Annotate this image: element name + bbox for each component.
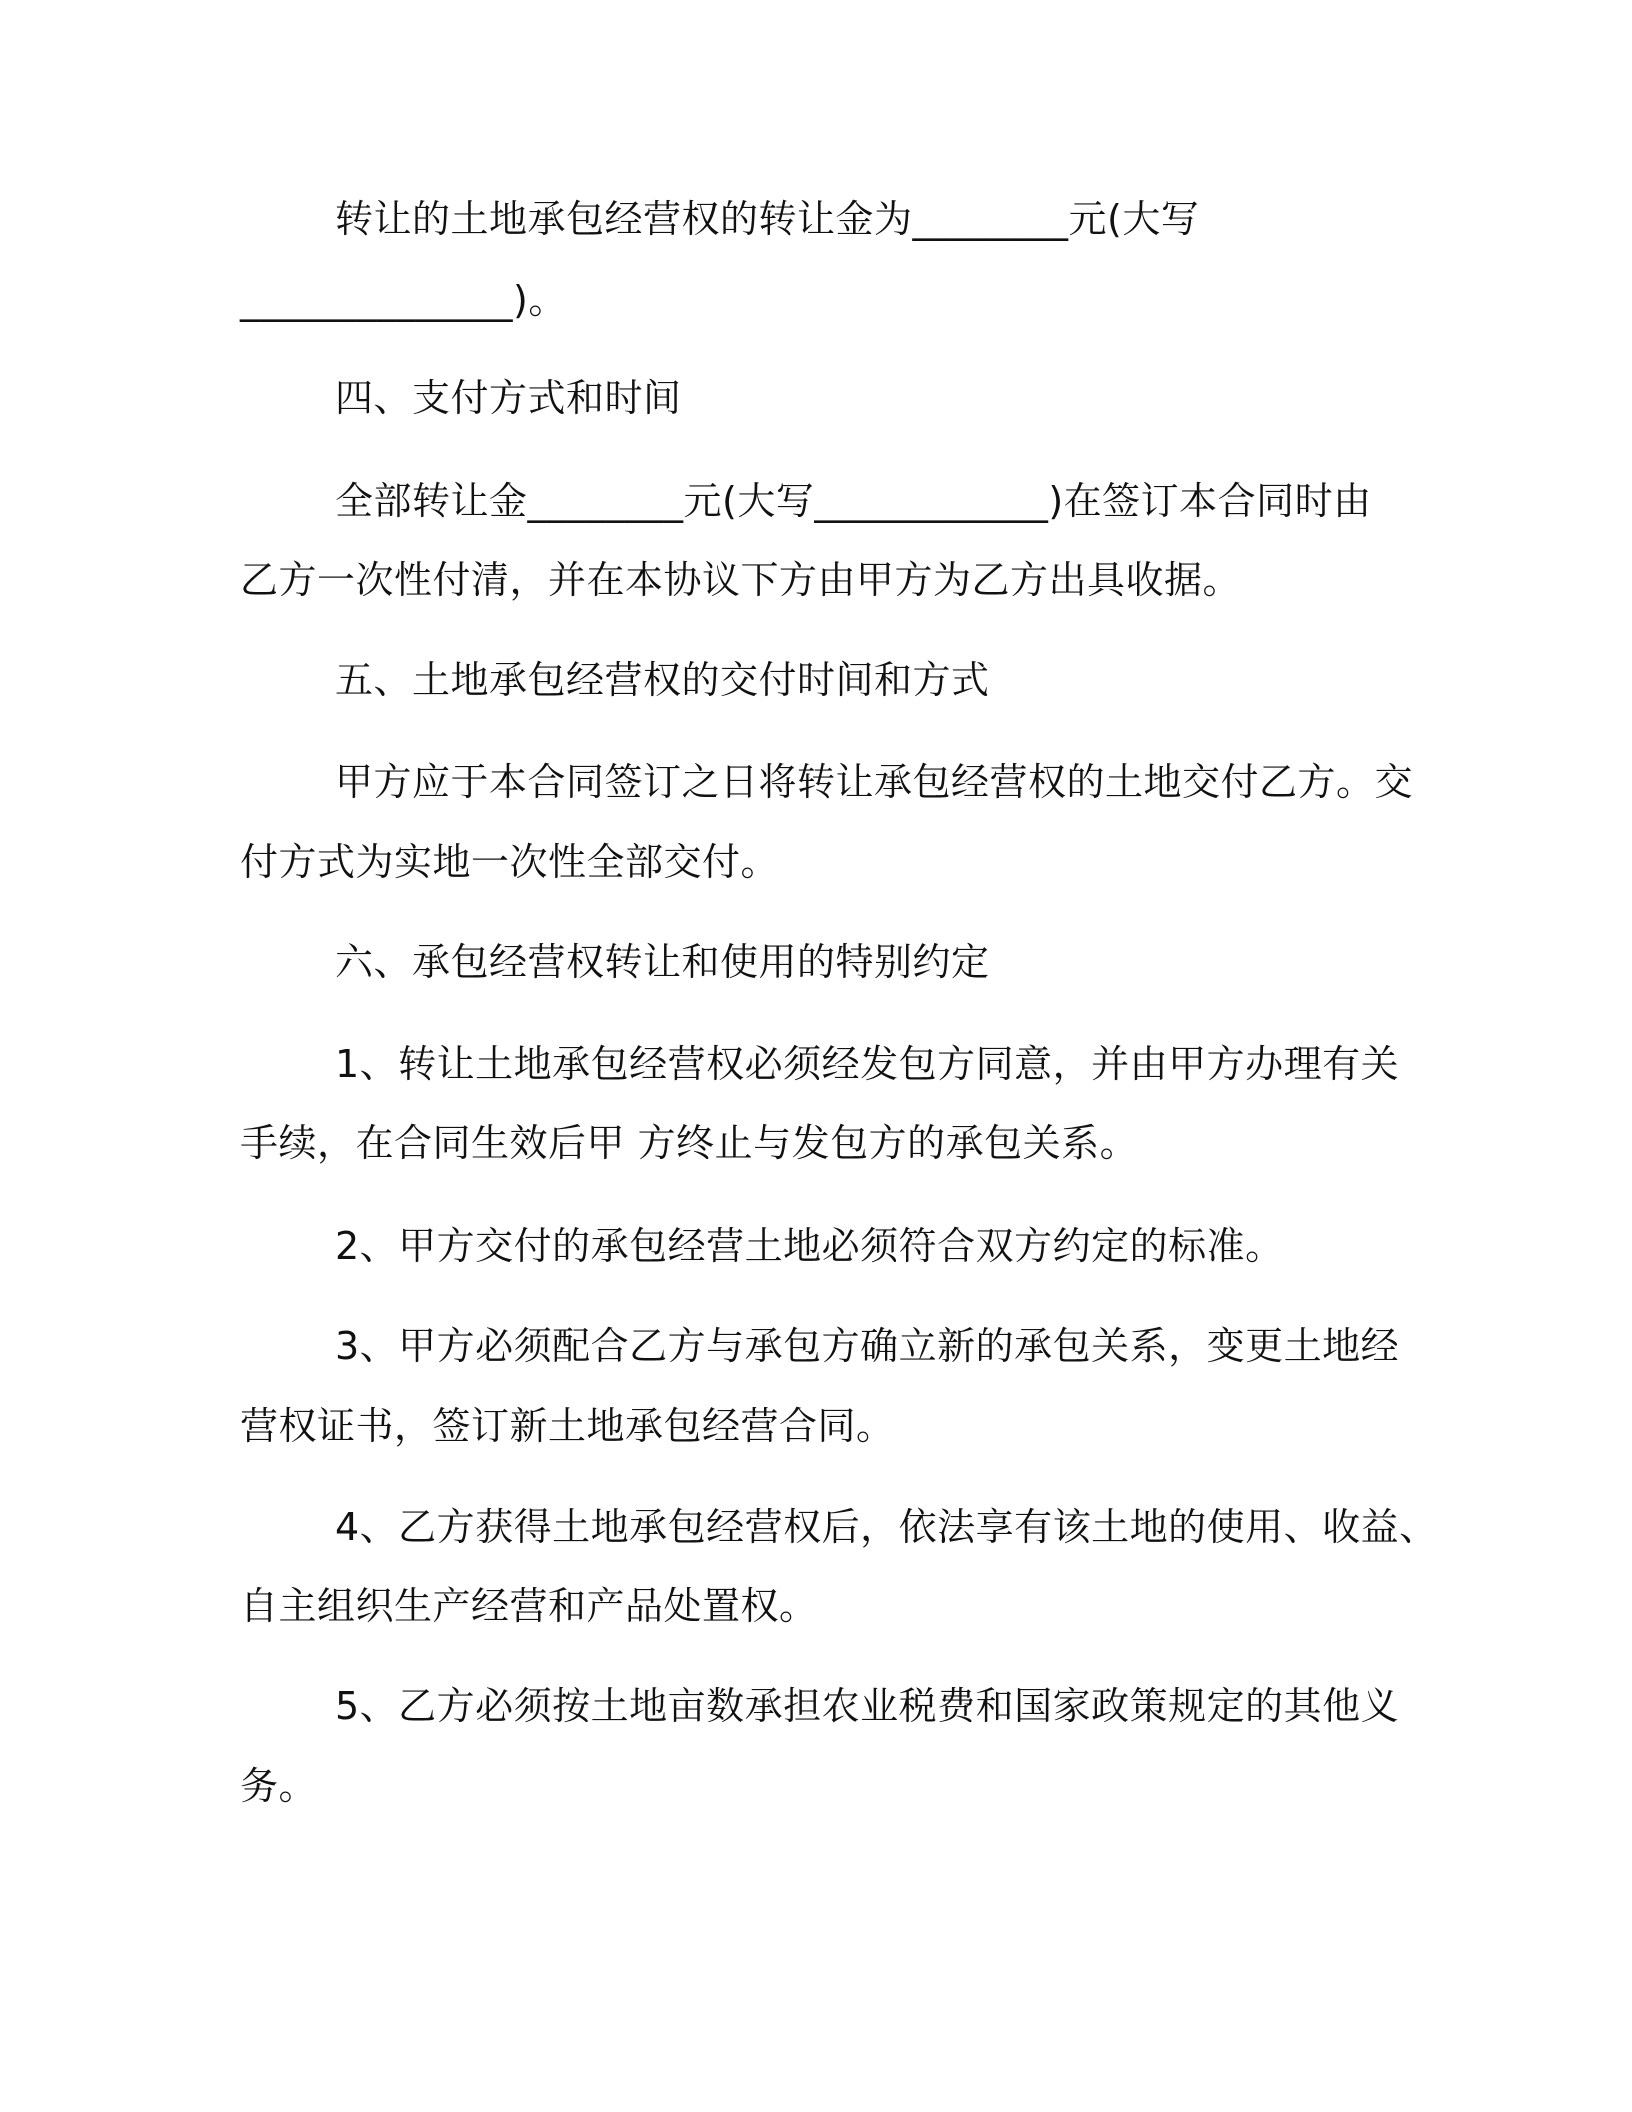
clause-5-line-1: 5、乙方必须按土地亩数承担农业税费和国家政策规定的其他义 xyxy=(335,1684,1400,1728)
clause-1-line-2: 手续，在合同生效后甲 方终止与发包方的承包关系。 xyxy=(240,1121,1139,1165)
paragraph-delivery-line-2: 付方式为实地一次性全部交付。 xyxy=(240,840,780,884)
paragraph-delivery-line-1: 甲方应于本合同签订之日将转让承包经营权的土地交付乙方。交 xyxy=(335,760,1414,804)
paragraph-payment-line-1: 全部转让金________元(大写____________)在签订本合同时由 xyxy=(335,479,1372,523)
section-heading-6: 六、承包经营权转让和使用的特别约定 xyxy=(335,940,990,984)
clause-2: 2、甲方交付的承包经营土地必须符合双方约定的标准。 xyxy=(335,1224,1284,1268)
clause-1-line-1: 1、转让土地承包经营权必须经发包方同意，并由甲方办理有关 xyxy=(335,1042,1400,1086)
clause-3-line-1: 3、甲方必须配合乙方与承包方确立新的承包关系，变更土地经 xyxy=(335,1324,1400,1368)
clause-5-line-2: 务。 xyxy=(240,1764,318,1808)
paragraph-transfer-fee-line-2: ______________)。 xyxy=(240,278,567,322)
paragraph-transfer-fee-line-1: 转让的土地承包经营权的转让金为________元(大写 xyxy=(335,197,1200,241)
clause-4-line-2: 自主组织生产经营和产品处置权。 xyxy=(240,1584,818,1628)
paragraph-payment-line-2: 乙方一次性付清，并在本协议下方由甲方为乙方出具收据。 xyxy=(240,558,1242,602)
clause-4-line-1: 4、乙方获得土地承包经营权后，依法享有该土地的使用、收益、 xyxy=(335,1505,1438,1549)
section-heading-4: 四、支付方式和时间 xyxy=(335,376,682,420)
clause-3-line-2: 营权证书，签订新土地承包经营合同。 xyxy=(240,1404,895,1448)
section-heading-5: 五、土地承包经营权的交付时间和方式 xyxy=(335,658,990,702)
